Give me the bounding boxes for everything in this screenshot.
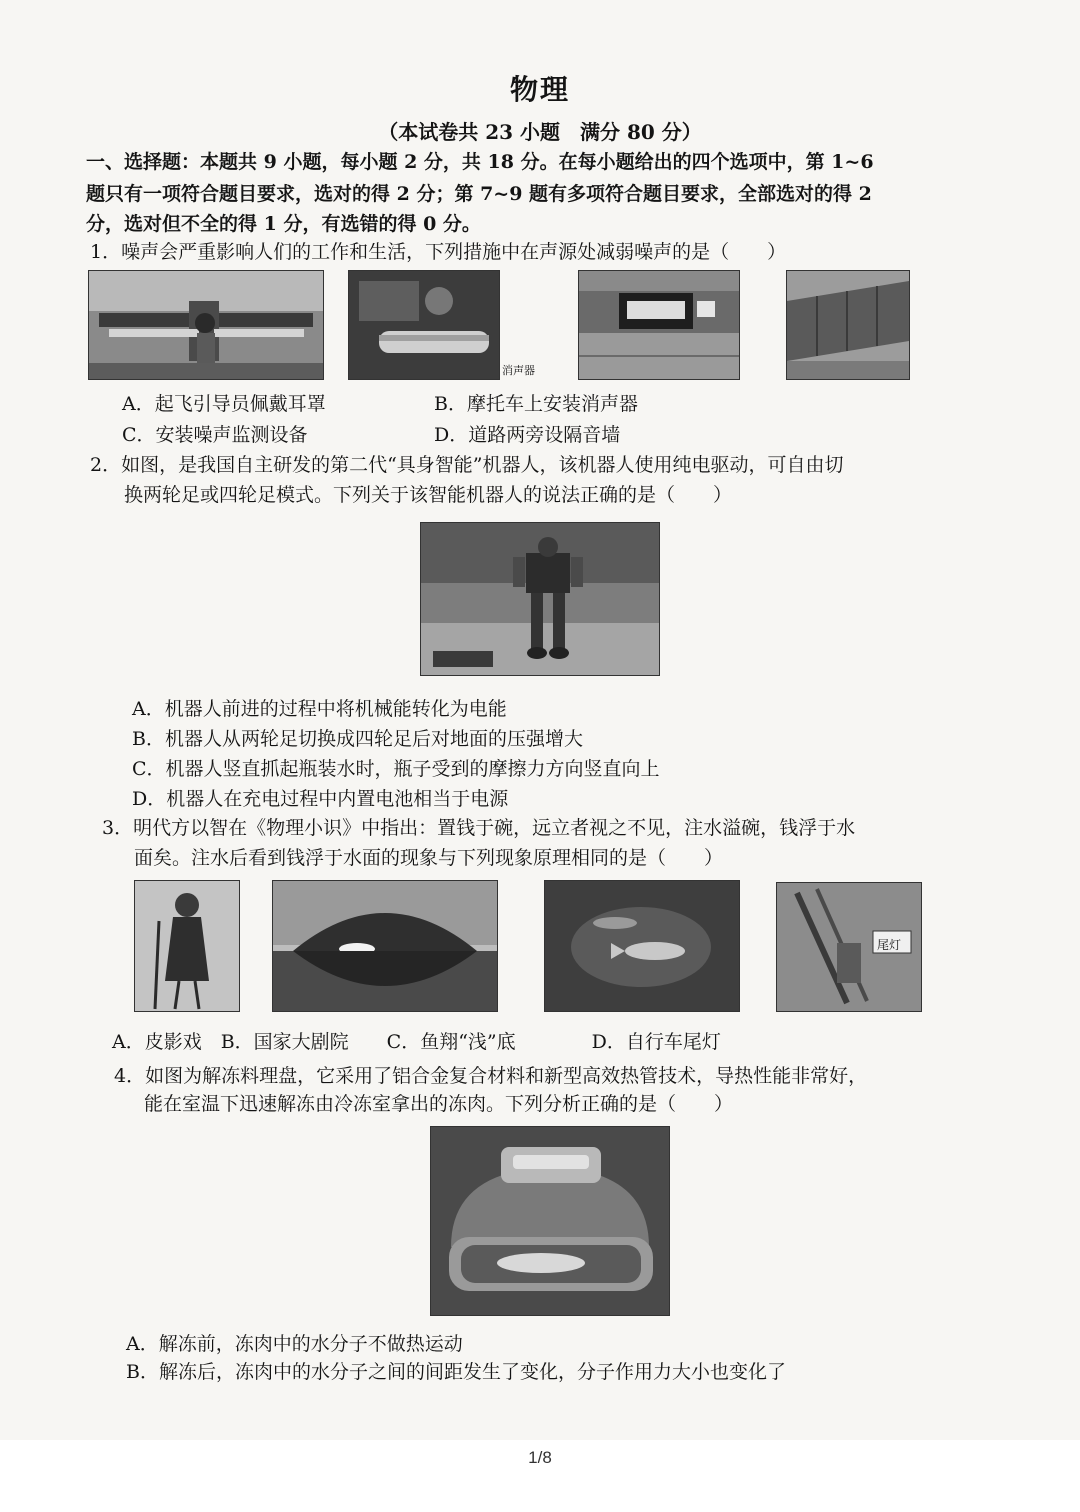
q3-stem-line2: 面矣。注水后看到钱浮于水面的现象与下列现象原理相同的是（ ） <box>134 847 724 869</box>
q1-stem: 1．噪声会严重影响人们的工作和生活，下列措施中在声源处减弱噪声的是（ ） <box>90 241 787 263</box>
q1-image-d-sound-barrier <box>786 270 910 380</box>
q2-option-b: B．机器人从两轮足切换成四轮足后对地面的压强增大 <box>132 728 583 750</box>
q1-image-b-muffler <box>348 270 500 380</box>
q1-option-b: B．摩托车上安装消声器 <box>434 393 638 415</box>
section-instructions-line1: 一、选择题：本题共 9 小题，每小题 2 分，共 18 分。在每小题给出的四个选项中，第 1~6 <box>86 151 874 173</box>
exam-subtitle: （本试卷共 23 小题 满分 80 分） <box>378 120 702 144</box>
q4-stem-line2: 能在室温下迅速解冻由冷冻室拿出的冻肉。下列分析正确的是（ ） <box>144 1093 734 1115</box>
exam-title: 物理 <box>509 73 570 106</box>
q1-option-c: C．安装噪声监测设备 <box>122 424 308 446</box>
q2-stem-line2: 换两轮足或四轮足模式。下列关于该智能机器人的说法正确的是（ ） <box>124 484 733 506</box>
q3-image-b-grand-theatre <box>272 880 498 1012</box>
q1-image-c-noise-monitor <box>578 270 740 380</box>
section-instructions-line3: 分，选对但不全的得 1 分，有选错的得 0 分。 <box>86 213 481 235</box>
section-instructions-line2: 题只有一项符合题目要求，选对的得 2 分；第 7~9 题有多项符合题目要求，全部选对的得 2 <box>86 183 872 205</box>
q4-stem-line1: 4．如图为解冻料理盘，它采用了铝合金复合材料和新型高效热管技术，导热性能非常好， <box>114 1065 868 1087</box>
q1-option-a: A．起飞引导员佩戴耳罩 <box>122 393 326 415</box>
q2-option-d: D．机器人在充电过程中内置电池相当于电源 <box>132 788 509 810</box>
q2-image-robot <box>420 522 660 676</box>
q1-muffler-label: 消声器 <box>502 364 535 377</box>
q3-image-a-shadow-play <box>134 880 240 1012</box>
q4-option-a: A．解冻前，冻肉中的水分子不做热运动 <box>126 1333 463 1355</box>
q1-image-a-marshaller <box>88 270 324 380</box>
q2-stem-line1: 2．如图，是我国自主研发的第二代“具身智能”机器人，该机器人使用纯电驱动，可自由切 <box>90 454 844 476</box>
page-number: 1/8 <box>528 1448 552 1467</box>
q3-options: A．皮影戏 B．国家大剧院 C．鱼翔“浅”底 D．自行车尾灯 <box>112 1031 721 1053</box>
q2-option-a: A．机器人前进的过程中将机械能转化为电能 <box>132 698 507 720</box>
q4-option-b: B．解冻后，冻肉中的水分子之间的间距发生了变化，分子作用力大小也变化了 <box>126 1361 786 1383</box>
q4-image-thawing-tray <box>430 1126 670 1316</box>
q2-option-c: C．机器人竖直抓起瓶装水时，瓶子受到的摩擦力方向竖直向上 <box>132 758 660 780</box>
q1-option-d: D．道路两旁设隔音墙 <box>434 424 621 446</box>
q3-stem-line1: 3．明代方以智在《物理小识》中指出：置钱于碗，远立者视之不见，注水溢碗，钱浮于水 <box>102 817 856 839</box>
q3-reflector-label: 尾灯 <box>877 938 902 952</box>
q3-image-c-fish <box>544 880 740 1012</box>
